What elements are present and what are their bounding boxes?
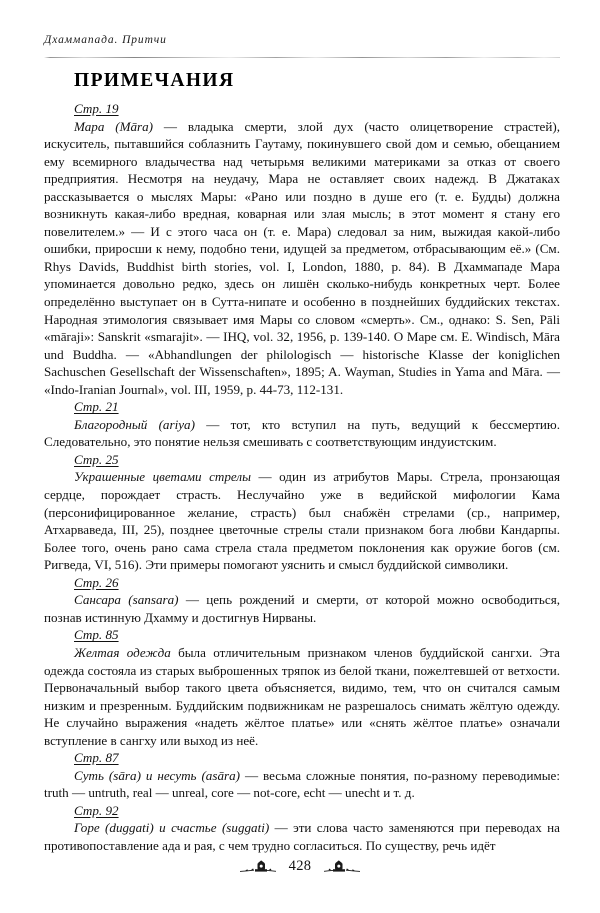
note-term: Горе (duggati) и счастье (suggati) <box>74 820 270 836</box>
running-head-title: Дхаммапада. Притчи <box>44 34 167 46</box>
note-text: — один из атрибутов Мары. Стрела, пронзающая сердце, порождает страсть. Неслучайно уже в ведийской мифологии Кама (персонифицированное желание, страсть) был снабжён стрелами (ср., например, Атхарваведа, III, 25), позднее цветочные стрелы стали признаком бога любви Кандарпы. Более того, очень рано сама стрела стала предметом поклонения как оружие богов (см. Ригведа, VI, 516). Эти примеры помогают уяснить и смысл буддийской символики. <box>44 469 560 573</box>
page-title: ПРИМЕЧАНИЯ <box>74 70 235 91</box>
header-rule-divider <box>44 57 560 58</box>
note-paragraph <box>44 591 560 626</box>
note-heading <box>44 802 560 820</box>
note-heading-label: Стр. 92 <box>74 802 119 818</box>
note-term: Сансара (sansara) <box>74 592 179 608</box>
page-number: 428 <box>288 858 312 874</box>
note-paragraph <box>44 644 560 749</box>
note-text: — весьма сложные понятия, по-разному переводимые: truth — untruth, real — unreal, core — not-core, echt — unecht и т. д. <box>44 767 560 801</box>
note-paragraph <box>44 468 560 573</box>
note-term: Украшенные цветами стрелы <box>74 469 251 485</box>
note-text: — цепь рождений и смерти, от которой можно освободиться, познав истинную Дхамму и достигнув Нирваны. <box>44 592 560 625</box>
note-heading <box>44 574 560 592</box>
note-heading-label: Стр. 85 <box>74 627 119 643</box>
note-heading-label: Стр. 26 <box>74 574 119 590</box>
note-paragraph <box>44 416 560 451</box>
note-heading-label: Стр. 21 <box>74 399 119 415</box>
note-text: — владыка смерти, злой дух (часто олицетворение страстей), искуситель, пытавшийся соблазнить Гаутаму, покинувшего свой дом и семью, обещанием ему всемирного владычества над четырьмя великими материками за отказ от своего предприятия. Несмотря на неудачу, Мара не оставляет своих надежд. В Джатаках рассказывается о мыслях Мары: «Рано или поздно в душе его (т. е. Будды) должна возникнуть какая-либо вредная, коварная или злая мысль; в этот момент я стану его повелителем.» — И с этого часа он (т. е. Мара) следовал за ним, выжидая какой-либо ошибки, приросши к нему, подобно тени, идущей за предметом, отбрасывающим её.» (См. Rhys Davids, Buddhist birth stories, vol. I, London, 1880, p. 84). В Дхаммападе Мара упоминается довольно редко, здесь он лишён сколько-нибудь конкретных черт. Более определённо выступает он в Сутта-нипате и особенно в позднейших буддийских текстах. Народная этимология связывает имя Мары со словом «смерть». См., однако: S. Sen, Pāli «māraji»: Sanskrit «smarajit». — IHQ, vol. 32, 1956, p. 139-140. О Маре см. E. Windisch, Māra und Buddha. — «Abhandlungen der philologisch — historische Klasse der koniglichen Sachuschen Gesellschaft der Wissenschaften», 1895; A. Wayman, Studies in Yama and Māra. — «Indo-Iranian Journal», vol. III, 1959, p. 44-73, 112-131. <box>44 118 560 397</box>
note-paragraph <box>44 819 560 854</box>
running-head <box>44 34 560 46</box>
leaf-flourish-ornament <box>318 860 360 874</box>
note-heading <box>44 398 560 416</box>
note-heading <box>44 626 560 644</box>
note-term: Желтая одежда <box>74 644 171 660</box>
note-heading <box>44 749 560 767</box>
note-paragraph <box>44 767 560 802</box>
note-heading-label: Стр. 19 <box>74 101 119 116</box>
notes-body-column <box>44 100 560 855</box>
note-term: Благородный (ariya) <box>74 416 195 432</box>
note-text: — тот, кто вступил на путь, ведущий к бессмертию. Следовательно, это понятие нельзя смешивать с соответствующим индуистским. <box>44 416 560 450</box>
note-term: Мара (Māra) <box>74 118 154 134</box>
leaf-flourish-ornament <box>240 860 282 874</box>
note-text: была отличительным признаком членов буддийской сангхи. Эта одежда состояла из старых выброшенных тряпок из белой ткани, пожелтевшей от ветхости. Первоначальный выбор такого цвета объясняется, видимо, тем, что он считался самым низким и презренным. Буддийским подвижникам не разрешалось снимать жёлтую одежду. Не случайно выражения «надеть жёлтое платье» или «снять жёлтое платье» означали вступление в сангху или выход из неё. <box>44 644 560 748</box>
note-heading-label: Стр. 87 <box>74 750 119 766</box>
page-footer <box>0 858 600 875</box>
note-text: — эти слова часто заменяются при переводах на противопоставление ада и рая, с чем трудно согласиться. По существу, речь идёт <box>44 820 560 853</box>
note-paragraph <box>44 118 560 399</box>
note-heading <box>44 451 560 469</box>
note-term: Суть (sāra) и несуть (asāra) <box>74 767 241 783</box>
note-heading-label: Стр. 25 <box>74 451 119 467</box>
note-heading <box>44 100 560 118</box>
